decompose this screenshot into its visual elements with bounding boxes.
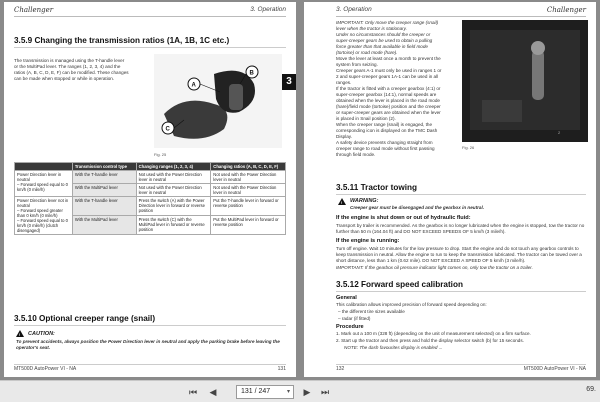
zoom-level[interactable]: 69. [586,386,596,393]
transmission-table [14,162,286,235]
heading-rule [336,194,586,195]
engine-off-heading: If the engine is shut down or out of hydraulic fluid: [336,215,471,221]
heading-3-5-11: 3.5.11 Tractor towing [336,183,417,192]
caution-label: CAUTION: [28,331,55,337]
important-line: (hare)/field mode (tortoise) position and the creeper [336,104,441,109]
procedure-note: NOTE: The dash favourites display is enabled ... [344,345,443,350]
intro-paragraph: The transmission is managed using the T-handle lever or the MultiPad lever. The ranges (1, 2, 3, 4) and the ratios (A, B, C, D, E, F) can be modified. These changes can be made when stopped or while in operation. [14,58,129,81]
table-cell: With the MultiPad lever [72,216,136,235]
footer-page-number: 132 [336,366,345,372]
important-line: IMPORTANT: Only move the creeper range (snail) [336,20,439,25]
bullet-text: the different tire sizes available [341,309,405,314]
list-item: – the different tire sizes available [338,309,405,314]
caution-icon: ! [16,330,24,337]
table-cell: With the MultiPad lever [72,184,136,197]
procedure-step-2: 2. Start up the tractor and then press and hold the display selector switch (b) for 15 seconds. [336,338,524,343]
table-row [15,197,286,216]
important-line: obtained when the lever is placed in the road mode [336,98,440,103]
table-cell: Put the T-handle lever in forward or reverse position [211,197,286,216]
important-line: (tortoise) or road mode (hare). [336,50,398,55]
next-page-button[interactable]: ▶ [303,387,311,397]
table-header-cell: Changing ratios (A, B, C, D, E, F) [211,163,286,171]
footer-rule [336,364,586,365]
svg-text:C: C [165,126,170,133]
svg-text:2: 2 [558,130,561,135]
important-line: 2 and super-creeper gears 1A-1 can be used in all [336,74,439,79]
figure-26-photo [462,20,588,142]
list-item: – radar (if fitted) [338,316,371,321]
engine-off-text: Transport by trailer is recommended. As the gearbox is no longer lubricated when the engine is stopped, tow the tractor no further than 50 m (164.04 ft) and DO NOT EXCEED SPEEDS OF 5 km/h (3 mile/h). [336,223,585,234]
procedure-step-1: 1. Mark out a 100 m (328 ft) (depending on the unit of measurement selected) on a firm surface. [336,331,531,336]
table-cell: Power Direction lever not in neutral – Forward speed greater than 0 km/h (0 mile/h) – Forward speed equal to 0 km/h (0 mile/h) (clutch disengaged) [15,197,73,235]
heading-3-5-12: 3.5.12 Forward speed calibration [336,280,463,289]
brand-logo: Challenger [546,6,586,14]
table-cell: Press the switch (C) with the MultiPad lever in forward or reverse position [136,216,211,235]
important-line: If the tractor is fitted with a creeper gearbox (4:1) or [336,86,441,91]
left-page [4,2,296,377]
warning-text: Creeper gear must be disengaged and the gearbox in neutral. [350,205,485,210]
important-line: ranges. [336,80,352,85]
previous-page-button[interactable]: ◀ [209,387,217,397]
table-cell: Press the switch (A) with the Power Direction lever in forward or reverse position [136,197,211,216]
table-cell: Not used with the Power Direction lever in neutral [136,171,211,184]
important-line: super-creeper gears be used to obtain a pulling [336,38,433,43]
chevron-down-icon[interactable]: ▾ [286,389,290,395]
right-page [304,2,596,377]
table-cell: Not used with the Power Direction lever in neutral [211,171,286,184]
important-line: through field mode. [336,152,376,157]
figure-caption: Fig. 26 [462,145,475,150]
footer-model: MT500D AutoPower VI - NA [14,366,77,372]
important-line: Creeper gears A-1 must only be used in ranges 1 or [336,68,442,73]
table-header-cell: Transmission control type [72,163,136,171]
important-line: Move the lever at least once a month to prevent the [336,56,441,61]
table-cell: With the T-handle lever [72,171,136,184]
important-line: Under no circumstances should the creeper or [336,32,431,37]
header-rule [336,16,586,17]
first-page-button[interactable]: ⏮ [188,387,198,397]
section-title: 3. Operation [250,6,286,13]
warning-icon: ! [338,198,346,205]
important-note: IMPORTANT: If the gearbox oil pressure indicator light comes on, only tow the tractor on a trailer. [336,265,533,270]
svg-text:B: B [249,70,254,77]
procedure-heading: Procedure [336,324,364,330]
important-line: system from seizing. [336,62,378,67]
footer-rule [14,364,286,365]
table-cell: With the T-handle lever [72,197,136,216]
figure-caption: Fig. 25 [154,152,167,157]
figure-25-illustration [154,54,282,148]
important-line: force greater than that available in field mode [336,44,428,49]
table-header-cell [15,163,73,171]
footer-page-number: 131 [277,366,286,372]
heading-3-5-10: 3.5.10 Optional creeper range (snail) [14,314,156,323]
table-cell: Put the MultiPad lever in forward or reverse position [211,216,286,235]
last-page-button[interactable]: ⏭ [320,387,330,397]
table-cell: Not used with the Power Direction lever in neutral [211,184,286,197]
heading-rule [336,291,586,292]
heading-rule [14,47,286,48]
table-cell: Power Direction lever in neutral – Forward speed equal to 0 km/h (0 mile/h) [15,171,73,197]
general-heading: General [336,295,357,301]
page-number-value: 131 / 247 [241,388,271,395]
heading-3-5-9: 3.5.9 Changing the transmission ratios (1A, 1B, 1C etc.) [14,36,230,45]
brand-logo: Challenger [14,6,54,14]
important-line: lever when the tractor is stationary. [336,26,407,31]
chapter-tab-left: 3 [282,74,296,90]
table-row [15,171,286,184]
important-line: is placed in Snail position (2). [336,116,396,121]
section-title: 3. Operation [336,6,372,13]
header-rule [14,16,286,17]
table-header-cell: Changing ranges (1, 2, 3, 4) [136,163,211,171]
important-line: Display. [336,134,352,139]
pdf-toolbar [0,380,600,402]
engine-on-heading: If the engine is running: [336,238,400,244]
warning-label: WARNING: [350,198,379,204]
bullet-text: radar (if fitted) [341,316,371,321]
heading-rule [14,325,286,326]
svg-text:A: A [191,82,196,89]
important-line: or super-creeper gears are obtained when the lever [336,110,441,115]
general-text: This calibration allows improved precision of forward speed depending on: [336,302,487,307]
table-header-row [15,163,286,171]
important-line: creeper range to road mode without first passing [336,146,435,151]
page-number-input[interactable] [236,385,294,399]
important-line: super-creeper gearbox (14:1), normal speeds are [336,92,437,97]
footer-model: MT500D AutoPower VI - NA [523,366,586,372]
table-cell: Not used with the Power Direction lever in neutral [136,184,211,197]
engine-on-text: Turn off engine. Wait 10 minutes for the low pressure to drop. Start the engine and do not touch any gearbox controls to keep transmission in neutral. Allow the engine to run to keep the transmission lubricated. The tractor can be towed over a short distance, less than 1 km (0.62 mile). DO NOT EXCEED A SPEED OF 5 km/h (3 mile/h). [336,246,582,263]
important-line: When the creeper range (snail) is engaged, the [336,122,433,127]
caution-text: To prevent accidents, always position the Power Direction lever in neutral and apply the parking brake before leaving the operator's seat. [16,339,280,350]
important-line: corresponding icon is displayed on the TMC Dash [336,128,438,133]
important-line: A safety device prevents changing straight from [336,140,433,145]
important-block [336,20,456,158]
